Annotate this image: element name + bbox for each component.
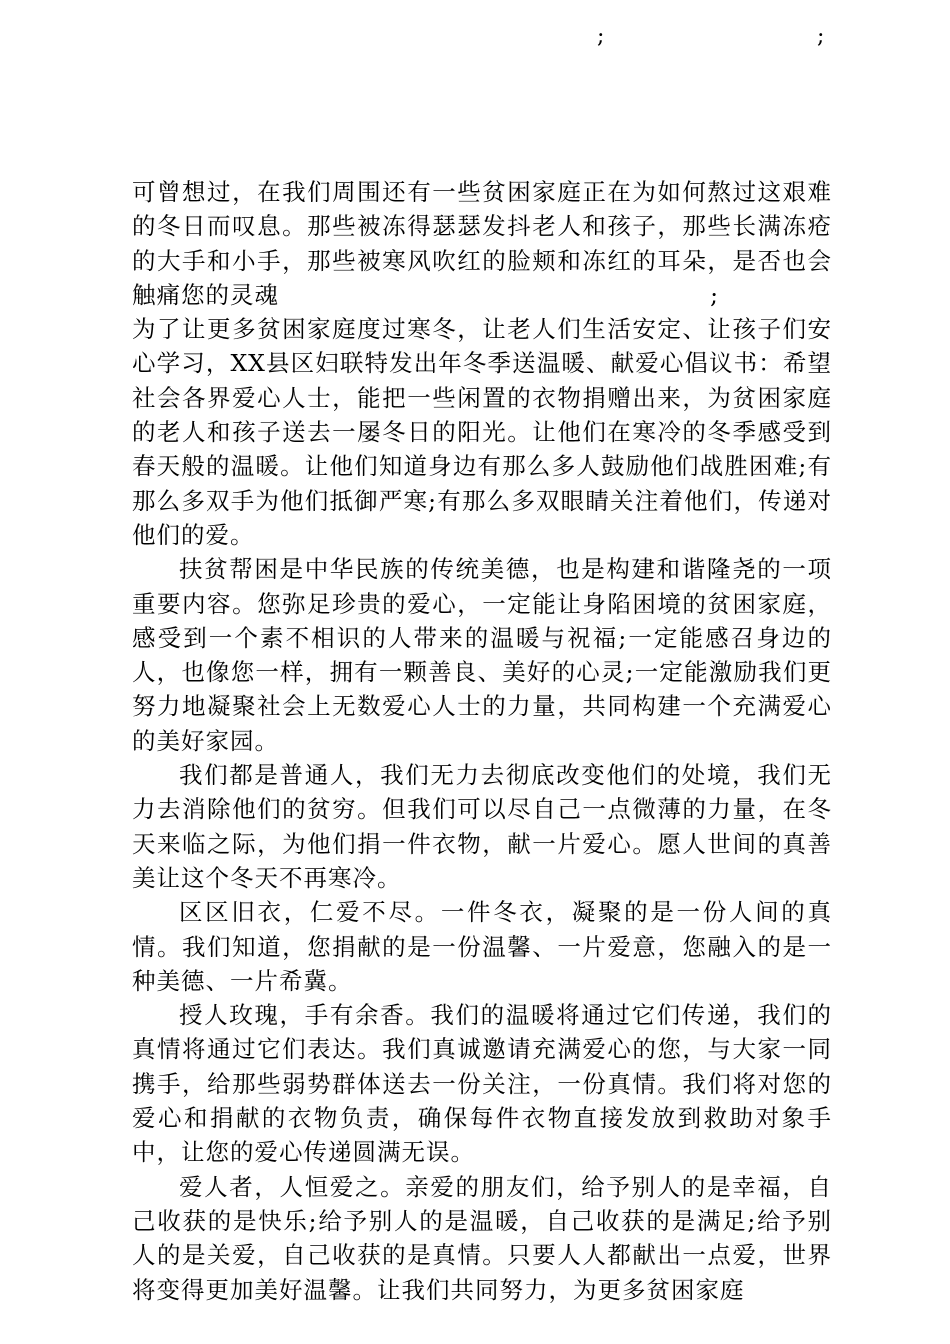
paragraph-5: 区区旧衣，仁爱不尽。一件冬衣，凝聚的是一份人间的真情。我们知道，您捐献的是一份温馨、一片爱意，您融入的是一种美德、一片希冀。 — [132, 898, 832, 995]
paragraph-1 — [132, 175, 832, 312]
paragraph-6: 授人玫瑰，手有余香。我们的温暖将通过它们传递，我们的真情将通过它们表达。我们真诚邀请充满爱心的您，与大家一同携手，给那些弱势群体送去一份关注，一份真情。我们将对您的爱心和捐献的衣物负责，确保每件衣物直接发放到救助对象手中，让您的爱心传递圆满无误。 — [132, 1001, 832, 1167]
header-mark-1: ; — [597, 24, 605, 49]
document-body — [132, 175, 832, 1307]
header-mark-2: ; — [817, 24, 825, 49]
paragraph-1-text: 可曾想过，在我们周围还有一些贫困家庭正在为如何熬过这艰难的冬日而叹息。那些被冻得瑟瑟发抖老人和孩子，那些长满冻疮的大手和小手，那些被寒风吹红的脸颊和冻红的耳朵，是否也会触痛您的灵魂 — [132, 178, 832, 309]
paragraph-1-mark: ; — [710, 280, 719, 309]
paragraph-4: 我们都是普通人，我们无力去彻底改变他们的处境，我们无力去消除他们的贫穷。但我们可以尽自己一点微薄的力量，在冬天来临之际，为他们捐一件衣物，献一片爱心。愿人世间的真善美让这个冬天不再寒冷。 — [132, 761, 832, 892]
header-marks — [0, 24, 950, 54]
paragraph-3: 扶贫帮困是中华民族的传统美德，也是构建和谐隆尧的一项重要内容。您弥足珍贵的爱心，一定能让身陷困境的贫困家庭，感受到一个素不相识的人带来的温暖与祝福;一定能感召身边的人，也像您一样，拥有一颗善良、美好的心灵;一定能激励我们更努力地凝聚社会上无数爱心人士的力量，共同构建一个充满爱心的美好家园。 — [132, 555, 832, 755]
paragraph-7: 爱人者，人恒爱之。亲爱的朋友们，给予别人的是幸福，自己收获的是快乐;给予别人的是温暖，自己收获的是满足;给予别人的是关爱，自己收获的是真情。只要人人都献出一点爱，世界将变得更加美好温馨。让我们共同努力，为更多贫困家庭 — [132, 1172, 832, 1304]
paragraph-2: 为了让更多贫困家庭度过寒冬，让老人们生活安定、让孩子们安心学习，XX县区妇联特发出年冬季送温暖、献爱心倡议书：希望社会各界爱心人士，能把一些闲置的衣物捐赠出来，为贫困家庭的老人和孩子送去一屡冬日的阳光。让他们在寒冷的冬季感受到春天般的温暖。让他们知道身边有那么多人鼓励他们战胜困难;有那么多双手为他们抵御严寒;有那么多双眼睛关注着他们，传递对他们的爱。 — [132, 315, 832, 549]
